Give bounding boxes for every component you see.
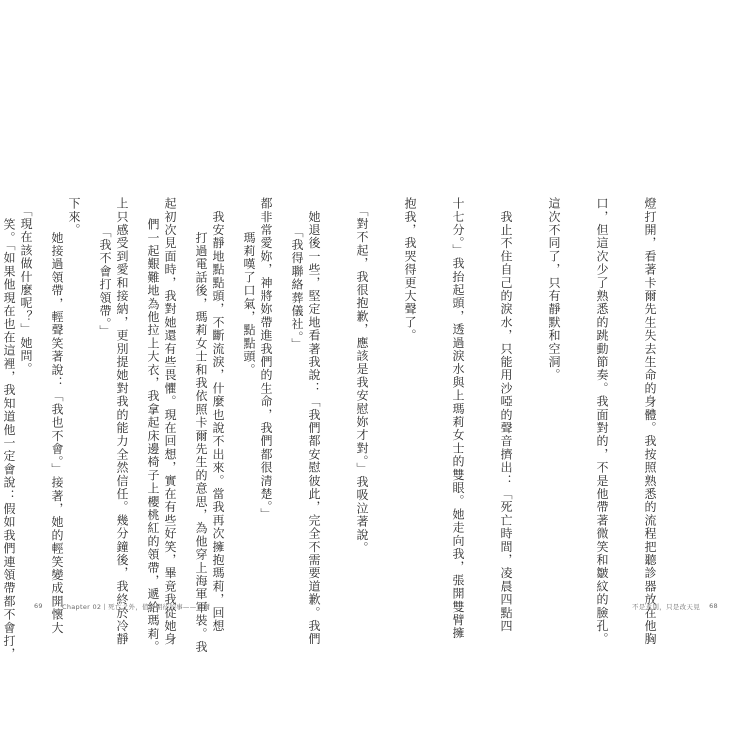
body-line: 打過電話後，瑪莉女士和我依照卡爾先生的意思，為他穿上海軍軍裝。我	[194, 218, 208, 654]
running-head: 不是永別，只是改天見	[632, 603, 700, 611]
page-number: 68	[709, 602, 718, 610]
body-line: 「我得聯絡葬儀社。」	[290, 218, 304, 352]
body-line: 我止不住自己的淚水，只能用沙啞的聲音擠出：「死亡時間，凌晨四點四	[499, 197, 513, 633]
body-line: 上只感受到愛和接納，更別提她對我的能力全然信任。幾分鐘後，我終於冷靜	[115, 197, 129, 646]
book-spread	[2, 22, 728, 728]
body-line: 她接過領帶，輕聲笑著說：「我也不會。」接著，她的輕笑變成開懷大	[50, 218, 64, 635]
body-line: 我安靜地點點頭，不斷流淚，什麼也說不出來。當我再次擁抱瑪莉，回想	[211, 197, 225, 633]
body-line: 們一起艱難地為他拉上大衣，我拿起床邊椅子上櫻桃紅的領帶，遞給瑪莉。	[146, 218, 160, 654]
body-line: 「對不起，我很抱歉，應該是我安慰妳才對。」我吸泣著說。	[355, 197, 369, 555]
body-line: 都非常愛妳，神將妳帶進我們的生命，我們都很清楚。」	[259, 197, 273, 521]
body-line: 下來。	[67, 197, 81, 237]
body-line: 起初次見面時，我對她還有些畏懼。現在回想，實在有些好笑，畢竟我從她身	[163, 197, 177, 646]
body-line: 抱我，我哭得更大聲了。	[403, 197, 417, 343]
body-line: 「我不會打領帶。」	[98, 218, 112, 338]
body-line: 她退後一些，堅定地看著我說：「我們都安慰彼此，完全不需要道歉。我們	[307, 197, 321, 646]
body-line: 十七分。」我抬起頭，透過淚水與上瑪莉女士的雙眼。她走向我，張開雙臂擁	[451, 197, 465, 640]
left-page	[2, 22, 375, 728]
body-line: 這次不同了，只有靜默和空洞。	[547, 197, 561, 382]
body-line: 燈打開，看著卡爾先生失去生命的身體。我按照熟悉的流程把聽診器放在他胸	[643, 197, 657, 646]
body-line: 口，但這次少了熟悉的跳動節奏。我面對的，不是他帶著微笑和皺紋的臉孔。	[595, 197, 609, 646]
page-number: 69	[34, 602, 43, 610]
body-line: 「現在該做什麼呢？」她問。	[19, 197, 33, 376]
body-line: 瑪莉嘆了口氣，點點頭。	[242, 218, 256, 377]
body-line: 笑。「如果他現在也在這裡，我知道他一定會說：假如我們連領帶都不會打，	[2, 218, 16, 661]
running-head: Chapter 02丨死亡之外，值得期待的事——卡爾	[62, 603, 211, 611]
